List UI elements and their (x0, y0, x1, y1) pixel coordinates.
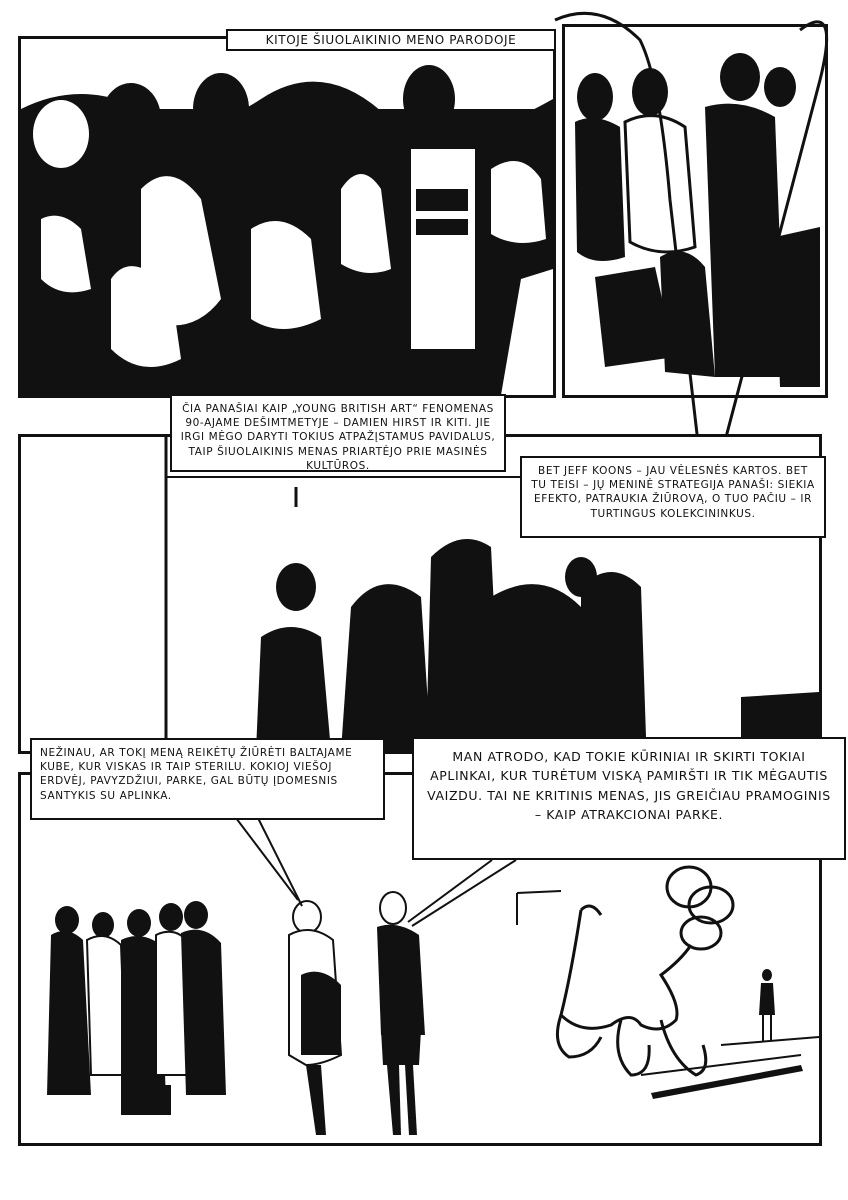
speech-bubble-white-cube-text: NEŽINAU, AR TOKĮ MENĄ REIKĖTŲ ŽIŪRĖTI BALTAJAME KUBE, KUR VISKAS IR TAIP STERILU. KOKIOJ VIEŠOJ ERDVĖJ, PAVYZDŽIUI, PARKE, GAL BŪTŲ ĮDOMESNIS SANTYKIS SU APLINKA. (40, 747, 353, 802)
crowd-illustration (21, 39, 553, 395)
panel-crowd-left (18, 36, 556, 398)
caption-jeff-koons-text: BET JEFF KOONS – JAU VĖLESNĖS KARTOS. BET TU TEISI – JŲ MENINĖ STRATEGIJA PANAŠI: SIEKIA EFEKTO, PATRAUKIA ŽIŪROVĄ, O TUO PAČIU – IR TURTINGUS KOLEKCININKUS. (531, 465, 815, 520)
title-caption-text: KITOJE ŠIUOLAIKINIO MENO PARODOJE (265, 33, 517, 47)
balloon-dog-sculpture (557, 867, 733, 1075)
speech-bubble-attraction-text: MAN ATRODO, KAD TOKIE KŪRINIAI IR SKIRTI TOKIAI APLINKAI, KUR TURĖTUM VISKĄ PAMIRŠTI IR TIK MĖGAUTIS VAIZDU. TAI NE KRITINIS MENAS, JIS GREIČIAU PRAMOGINIS – KAIP ATRAKCIONAI PARKE. (427, 749, 831, 823)
title-caption (226, 29, 556, 51)
panel-crowd-right (562, 24, 828, 398)
crowd-right-illustration (565, 27, 825, 395)
caption-jeff-koons (520, 456, 826, 538)
caption-young-british-art (170, 394, 506, 472)
speech-bubble-attraction (412, 737, 846, 860)
caption-young-british-art-text: ČIA PANAŠIAI KAIP „YOUNG BRITISH ART“ FENOMENAS 90-AJAME DEŠIMTMETYJE – DAMIEN HIRST IR KITI. JIE IRGI MĖGO DARYTI TOKIUS ATPAŽĮSTAMUS PAVIDALUS, TAIP ŠIUOLAIKINIS MENAS PRIARTĖJO PRIE MASINĖS KULTŪROS. (180, 403, 496, 472)
speech-bubble-white-cube (30, 738, 385, 820)
